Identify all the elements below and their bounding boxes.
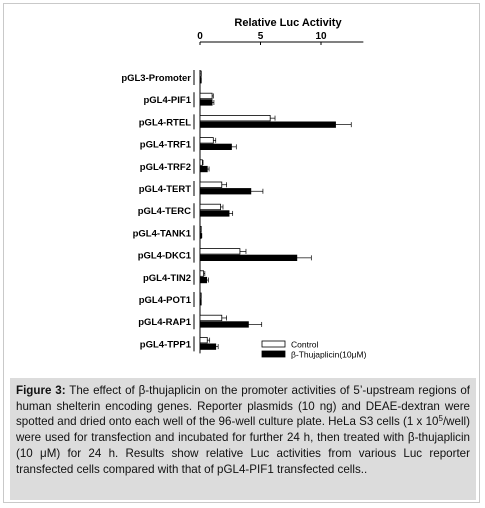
bar-thujaplicin xyxy=(200,189,251,195)
bar-thujaplicin xyxy=(200,255,297,261)
bar-control xyxy=(200,182,222,188)
legend-label-control: Control xyxy=(291,339,319,350)
bar-control xyxy=(200,249,240,255)
bar-thujaplicin xyxy=(200,322,248,328)
x-tick-label: 0 xyxy=(197,31,203,42)
category-label: pGL4-RAP1 xyxy=(138,317,191,329)
category-label: pGL4-PIF1 xyxy=(143,95,191,107)
bar-thujaplicin xyxy=(200,211,229,217)
bar-thujaplicin xyxy=(200,100,212,106)
legend-swatch-control xyxy=(262,341,285,347)
category-label: pGL4-TANK1 xyxy=(132,228,191,240)
bar-control xyxy=(200,337,207,343)
caption-label: Figure 3: xyxy=(16,384,66,397)
bar-control xyxy=(200,271,204,277)
bar-control xyxy=(200,204,221,210)
category-labels xyxy=(121,70,194,351)
category-label: pGL4-TRF2 xyxy=(139,161,191,173)
bar-control xyxy=(200,93,212,99)
bar-thujaplicin xyxy=(200,122,336,128)
bar-control xyxy=(200,138,213,144)
category-label: pGL4-TERT xyxy=(138,184,191,195)
x-tick-label: 5 xyxy=(257,31,264,42)
bar-thujaplicin xyxy=(200,233,201,239)
category-label: pGL4-POT1 xyxy=(138,295,191,306)
bar-control xyxy=(200,160,202,166)
legend-label-thujaplicin: β-Thujaplicin(10μM) xyxy=(291,349,367,360)
category-label: pGL3-Promoter xyxy=(121,73,191,84)
x-tick-label: 10 xyxy=(315,31,327,42)
legend xyxy=(262,340,367,360)
chart-title: Relative Luc Activity xyxy=(234,17,342,29)
legend-swatch-thujaplicin xyxy=(262,351,285,357)
bars xyxy=(200,71,351,349)
bar-thujaplicin xyxy=(200,144,231,150)
caption-text-1: The effect of β-thujaplicin on the promoter activities of 5’-upstream regions of human shelterin encoding genes. Reporter plasmids (10 ng) and DEAE-dextran were spotted and dried onto each well of the 96-well culture plate. HeLa S3 cells (1 x 10 xyxy=(16,384,470,429)
category-label: pGL4-TRF1 xyxy=(139,139,191,151)
bar-control xyxy=(200,315,222,321)
bar-control xyxy=(200,115,270,121)
category-label: pGL4-DKC1 xyxy=(137,250,191,262)
category-label: pGL4-RTEL xyxy=(138,117,191,129)
caption-superscript: 5 xyxy=(438,414,443,424)
caption-text-2: /well) were used for transfection and incubated for further 24 h, then treated with β-thujaplicin (10 μM) for 24 h. Results show relative Luc activities from various Luc reporter transfected cells compared with that of pGL4-PIF1 transfected cells.. xyxy=(16,415,470,476)
category-label: pGL4-TIN2 xyxy=(142,272,191,284)
category-label: pGL4-TERC xyxy=(137,206,191,218)
figure-caption xyxy=(10,378,476,500)
category-label: pGL4-TPP1 xyxy=(139,339,191,351)
bar-thujaplicin xyxy=(200,166,207,172)
bar-thujaplicin xyxy=(200,344,216,350)
bar-thujaplicin xyxy=(200,277,207,283)
